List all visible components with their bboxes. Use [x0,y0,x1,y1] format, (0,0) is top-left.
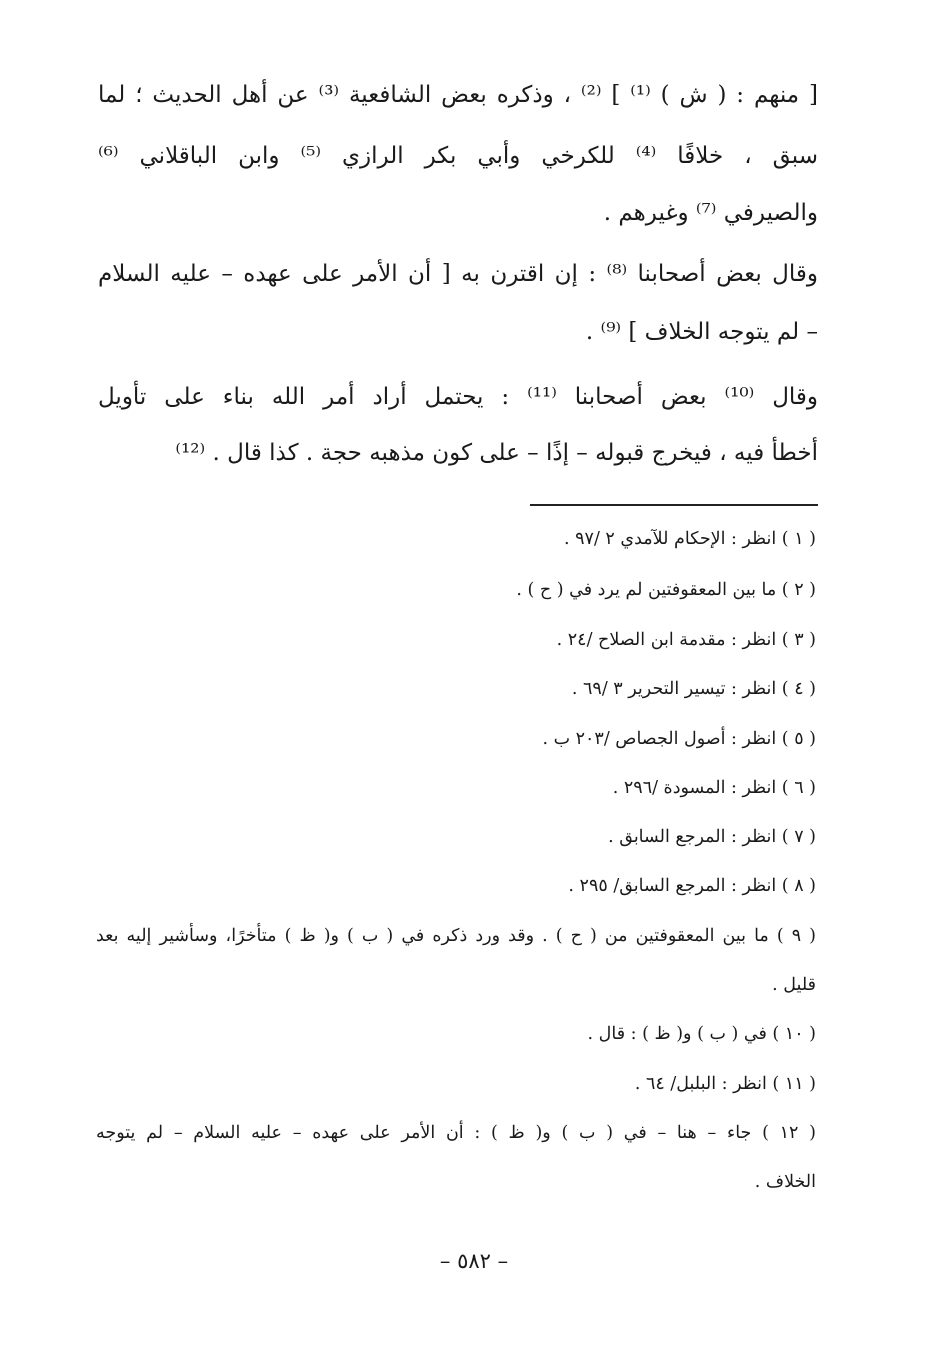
footnote-4: ( ٤ ) انظر : تيسير التحرير ٣ /٦٩ . [571,679,816,699]
footnote-6: ( ٦ ) انظر : المسودة /٢٩٦ . [612,778,816,798]
footnote-7: ( ٧ ) انظر : المرجع السابق . [608,827,816,847]
body-line-1: [ منهم : ( ش ) ⁽¹⁾ ] ⁽²⁾ ، وذكره بعض الشافعية ⁽³⁾ عن أهل الحديث ؛ لما [98,82,818,108]
footnote-11: ( ١١ ) انظر : البلبل/ ٦٤ . [634,1074,816,1094]
body-line-4: وقال بعض أصحابنا ⁽⁸⁾ : إن اقترن به [ أن الأمر على عهده – عليه السلام [98,261,818,287]
footnote-5: ( ٥ ) انظر : أصول الجصاص /٢٠٣ ب . [542,729,816,749]
body-line-3: والصيرفي ⁽⁷⁾ وغيرهم . [603,200,818,226]
footnote-1: ( ١ ) انظر : الإحكام للآمدي ٢ /٩٧ . [564,529,816,549]
footnote-9: ( ٩ ) ما بين المعقوفتين من ( ح ) . وقد ورد ذكره في ( ب ) و( ظ ) متأخرًا، وسأشير إليه بعد [96,926,816,946]
footnote-12: ( ١٢ ) جاء – هنا – في ( ب ) و( ظ ) : أن الأمر على عهده – عليه السلام – لم يتوجه [96,1123,816,1143]
body-line-2: سبق ، خلافًا ⁽⁴⁾ للكرخي وأبي بكر الرازي ⁽⁵⁾ وابن الباقلاني ⁽⁶⁾ [98,143,818,169]
body-line-5: – لم يتوجه الخلاف ] ⁽⁹⁾ . [585,319,818,345]
page-number: – ٥٨٢ – [439,1249,509,1273]
footnote-10: ( ١٠ ) في ( ب ) و( ظ ) : قال . [587,1024,816,1044]
footnote-separator [530,504,818,506]
footnote-12-continuation: الخلاف . [754,1172,816,1192]
footnote-9-continuation: قليل . [772,975,816,995]
footnote-8: ( ٨ ) انظر : المرجع السابق/ ٢٩٥ . [568,876,816,896]
footnote-2: ( ٢ ) ما بين المعقوفتين لم يرد في ( ح ) . [516,580,816,600]
body-line-6: وقال ⁽¹⁰⁾ بعض أصحابنا ⁽¹¹⁾ : يحتمل أراد أمر الله بناء على تأويل [98,384,819,410]
footnote-3: ( ٣ ) انظر : مقدمة ابن الصلاح /٢٤ . [556,630,816,650]
body-line-7: أخطأ فيه ، فيخرج قبوله – إذًا – على كون مذهبه حجة . كذا قال . ⁽¹²⁾ [175,440,818,466]
